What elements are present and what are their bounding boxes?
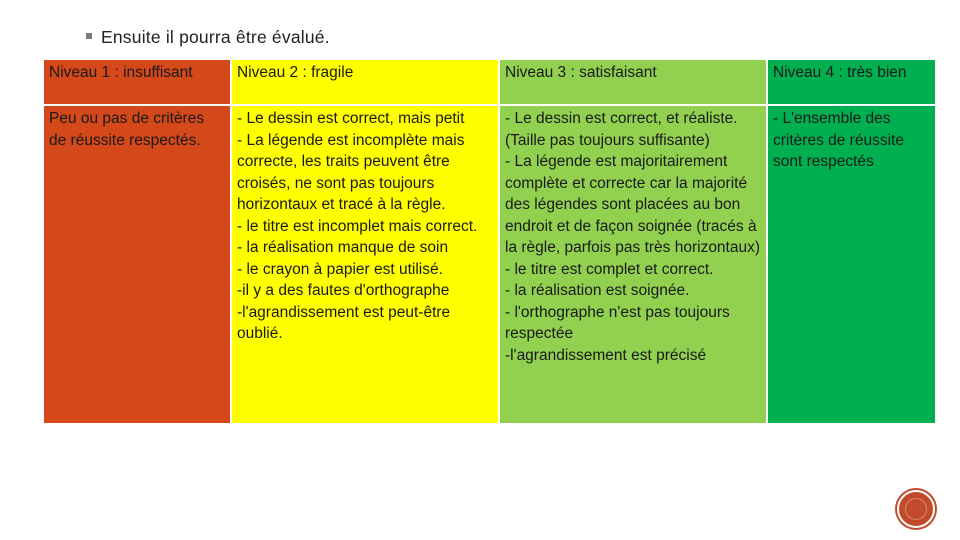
header-level-2: Niveau 2 : fragile [231, 59, 499, 105]
square-bullet-icon [86, 33, 92, 39]
cell-level-2: - Le dessin est correct, mais petit - La légende est incomplète mais correcte, les traits peuvent être croisés, ne sont pas toujours horizontaux et tracé à la règle. - le titre est incomplet mais correct. - la réalisation manque de soin - le crayon à papier est utilisé. -il y a des fautes d'orthographe -l'agrandissement est peut-être oublié. [231, 105, 499, 424]
header-level-4: Niveau 4 : très bien [767, 59, 936, 105]
cell-level-1: Peu ou pas de critères de réussite respectés. [43, 105, 231, 424]
bullet-line [86, 27, 330, 48]
evaluation-table [42, 58, 937, 425]
header-level-1: Niveau 1 : insuffisant [43, 59, 231, 105]
bullet-text: Ensuite il pourra être évalué. [101, 27, 330, 47]
header-level-3: Niveau 3 : satisfaisant [499, 59, 767, 105]
table-row [43, 105, 936, 424]
table-header-row [43, 59, 936, 105]
cell-level-4: - L'ensemble des critères de réussite sont respectés [767, 105, 936, 424]
circle-badge-icon [897, 490, 935, 528]
cell-level-3: - Le dessin est correct, et réaliste. (Taille pas toujours suffisante) - La légende est majoritairement complète et correcte car la majorité des légendes sont placées au bon endroit et de façon soignée (tracés à la règle, parfois pas très horizontaux) - le titre est complet et correct. - la réalisation est soignée. - l'orthographe n'est pas toujours respectée -l'agrandissement est précisé [499, 105, 767, 424]
